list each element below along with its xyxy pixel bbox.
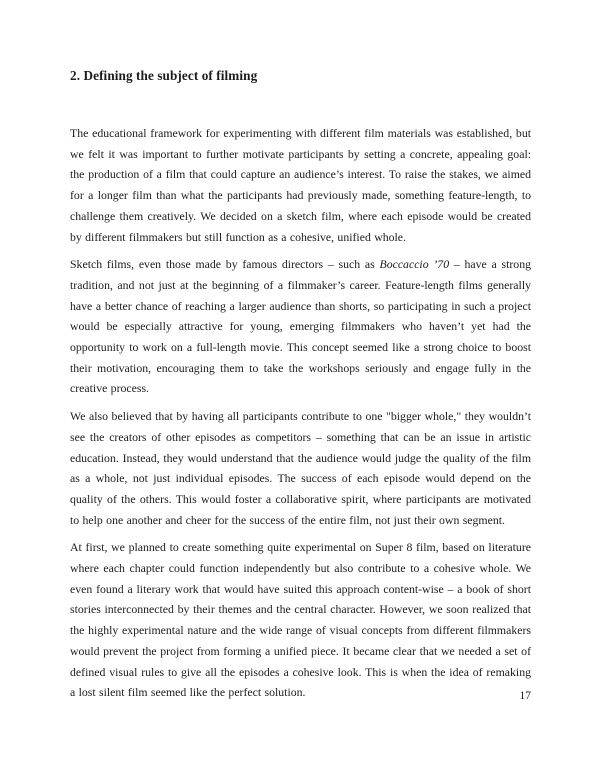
paragraphs	[70, 123, 531, 703]
text-run: We also believed that by having all participants contribute to one "bigger whole," they wouldn’t see the creators of other episodes as competitors – something that can be an issue in artistic education. Instead, they would understand that the audience would judge the quality of the film as a whole, not just individual episodes. The success of each episode would depend on the quality of the others. This would foster a collaborative spirit, where participants are motivated to help one another and cheer for the success of the entire film, not just their own segment.	[70, 409, 531, 527]
text-run: The educational framework for experimenting with different film materials was established, but we felt it was important to further motivate participants by setting a concrete, appealing goal: the production of a film that could capture an audience’s interest. To raise the stakes, we aimed for a longer film than what the participants had previously made, something feature-length, to challenge them creatively. We decided on a sketch film, where each episode would be created by different filmmakers but still function as a cohesive, unified whole.	[70, 126, 531, 244]
paragraph-2	[70, 254, 531, 399]
paragraph-3	[70, 406, 531, 530]
page-number: 17	[519, 690, 531, 702]
text-run: Sketch films, even those made by famous directors – such as	[70, 257, 380, 272]
paragraph-1	[70, 123, 531, 247]
text-run: At first, we planned to create something quite experimental on Super 8 film, based on literature where each chapter could function independently but also contribute to a cohesive whole. We even found a literary work that would have suited this approach content-wise – a book of short stories interconnected by their themes and the central character. However, we soon realized that the highly experimental nature and the wide range of visual concepts from different filmmakers would prevent the project from forming a unified piece. It became clear that we needed a set of defined visual rules to give all the episodes a cohesive look. This is when the idea of remaking a lost silent film seemed like the perfect solution.	[70, 540, 531, 700]
film-title-italic: Boccaccio ’70	[379, 257, 450, 272]
paragraph-4	[70, 537, 531, 703]
section-heading: 2. Defining the subject of filming	[70, 68, 258, 83]
text-run: – have a strong tradition, and not just at the beginning of a filmmaker’s career. Feature-length films generally have a better chance of reaching a larger audience than shorts, so participating in such a project would be especially attractive for young, emerging filmmakers who haven’t yet had the opportunity to work on a full-length movie. This concept seemed like a strong choice to boost their motivation, encouraging them to take the workshops seriously and engage fully in the creative process.	[70, 257, 532, 396]
page-content	[70, 0, 531, 710]
